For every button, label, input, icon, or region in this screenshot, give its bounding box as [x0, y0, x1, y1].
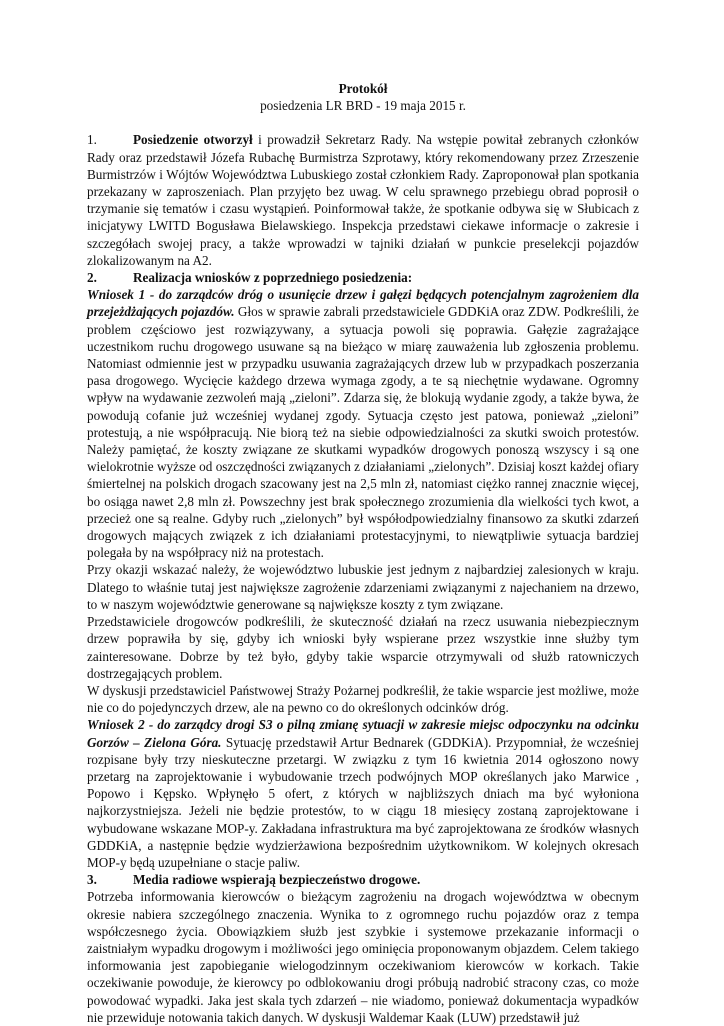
wniosek-2-text: Sytuację przedstawił Artur Bednarek (GDDKiA). Przypomniał, że wcześniej rozpisane były trzy nieskuteczne przetargi. W związku z tym 16 kwietnia 2014 ogłoszono nowy przetarg na zaprojektowanie i wybudowanie trzech podwójnych MOP określanych jako Marwice , Popowo i Kępsko. Wpłynęło 5 ofert, z których w najbliższych dniach ma być wyłoniona najkorzystniejsza. Jeżeli nie będzie protestów, to w ciągu 18 miesięcy zostaną zaprojektowane i wybudowane wskazane MOP-y. Zakładana infrastruktura ma być zaprojektowana ze środków własnych GDDKiA, a następnie będzie wydzierżawiona bezpośrednim użytkownikom. W kolejnych okresach MOP-y będą uzupełniane o stacje paliw. [87, 734, 640, 870]
wniosek-1-paragraph [87, 286, 639, 561]
section-1-paragraph [87, 131, 639, 269]
document-page [87, 80, 639, 1026]
wniosek-2-heading: Wniosek 2 - do zarządcy drogi S3 o pilną zmianę sytuacji w zakresie miejsc odpoczynku na odcinku Gorzów – Zielona Góra. [87, 717, 639, 750]
spacer [87, 114, 639, 131]
fire-service-paragraph: W dyskusji przedstawiciel Państwowej Straży Pożarnej podkreślił, że takie wsparcie jest możliwe, może nie co do pojedynczych drzew, ale na pewno co do określonych odcinków dróg. [87, 682, 639, 716]
wniosek-1-text: Głos w sprawie zabrali przedstawiciele GDDKiA oraz ZDW. Podkreślili, że problem częściowo jest rozwiązywany, a sytuacja powoli się poprawia. Gałęzie zagrażające uczestnikom ruchu drogowego usuwane są na bieżąco w miarę zauważenia lub zgłoszenia problemu. Natomiast odmiennie jest w przypadku usuwania zagrażających drzew lub w przypadkach poszerzania pasa drogowego. Wycięcie każdego drzewa wymaga zgody, a te są niechętnie wydawane. Ogromny wpływ na wydawanie zezwoleń mają „zieloni”. Zdarza się, że blokują wydanie zgody, a także bywa, że powodują cofanie już wcześniej wydanej zgody. Sytuacja często jest patowa, ponieważ „zieloni” protestują, a nie współpracują. Nie biorą też na siebie odpowiedzialności za skutki swoich protestów. Należy pamiętać, że koszty związane ze skutkami wypadków drogowych ponoszą wszyscy i są one wielokrotnie wyższe od oszczędności związanych z działaniami „zielonych”. Dzisiaj koszt każdej ofiary śmiertelnej na polskich drogach szacowany jest na 2,5 mln zł, natomiast ciężko rannej znacznie więcej, bo osiąga nawet 2,8 mln zł. Powszechny jest brak społecznego zrozumienia dla wielkości tych kwot, a przecież one są realne. Gdyby ruch „zielonych” był współodpowiedzialny finansowo za skutki zdarzeń drogowych mających związek z ich działaniami protestacyjnymi, to niewątpliwie sytuacja bardziej polegała by na współpracy niż na protestach. [87, 304, 639, 561]
section-1-lead: Posiedzenie otworzył [133, 132, 253, 148]
section-2-heading: Realizacja wniosków z poprzedniego posiedzenia: [133, 270, 413, 286]
wniosek-2-paragraph [87, 716, 639, 871]
section-1-number: 1. [87, 132, 97, 148]
section-3-number: 3. [87, 872, 97, 888]
forest-paragraph: Przy okazji wskazać należy, że województwo lubuskie jest jednym z najbardziej zalesionych w kraju. Dlatego to właśnie tutaj jest największe zagrożenie zdarzeniami związanymi z najechaniem na drzewo, to w naszym województwie generowane są największe koszty z tym związane. [87, 562, 639, 612]
road-services-paragraph: Przedstawiciele drogowców podkreślili, że skuteczność działań na rzecz usuwania niebezpiecznym drzew poprawiła by się, gdyby ich wnioski były wspierane przez wszystkie inne służby tym zainteresowane. Dobrze by też było, gdyby takie wsparcie otrzymywali od służb ratowniczych dostrzegających problem. [87, 614, 639, 681]
section-3-heading: Media radiowe wspierają bezpieczeństwo drogowe. [133, 872, 421, 888]
section-3-heading-line [87, 871, 639, 888]
section-2-number: 2. [87, 270, 97, 286]
document-title: Protokół [338, 81, 388, 96]
document-subtitle: posiedzenia LR BRD - 19 maja 2015 r. [260, 98, 466, 114]
section-2-heading-line [87, 269, 639, 286]
section-3-paragraph: Potrzeba informowania kierowców o bieżącym zagrożeniu na drogach województwa w obecnym okresie nabiera szczególnego znaczenia. Wynika to z ogromnego ruchu pojazdów oraz z tempa współczesnego życia. Obowiązkiem służb jest szybkie i systemowe przekazanie informacji o zaistniałym wypadku drogowym i możliwości jego ominięcia proponowanym objazdem. Celem takiego informowania jest zapobieganie wielogodzinnym oczekiwaniom kierowców w korkach. Takie oczekiwanie powoduje, że kierowcy po odblokowaniu drogi próbują nadrobić stracony czas, co może powodować wypadki. Jaka jest skala tych zdarzeń – nie wiadomo, ponieważ dokumentacja wypadków nie przewiduje notowania takich danych. W dyskusji Waldemar Kaak (LUW) przedstawił już [87, 889, 639, 1025]
section-1-text: i prowadził Sekretarz Rady. Na wstępie powitał zebranych członków Rady oraz przedstawił Józefa Rubachę Burmistrza Szprotawy, który rekomendowany przez Zrzeszenie Burmistrzów i Wójtów Województwa Lubuskiego został członkiem Rady. Zaproponował plan spotkania przekazany w zaproszeniach. Plan przyjęto bez uwag. W celu sprawnego przebiegu obrad poprosił o trzymanie się tematów i czasu wystąpień. Poinformował także, że spotkanie odbywa się w Słubicach z inicjatywy LWITD Bogusława Bielawskiego. Inspekcja przedstawi ciekawe informacje o zakresie i szczegółach swojej pracy, a także wprowadzi w tajniki działań w punkcie preselekcji pojazdów zlokalizowanym na A2. [87, 132, 639, 268]
wniosek-1-heading: Wniosek 1 - do zarządców dróg o usunięcie drzew i gałęzi będących potencjalnym zagrożeniem dla przejeżdżających pojazdów. [87, 287, 639, 320]
